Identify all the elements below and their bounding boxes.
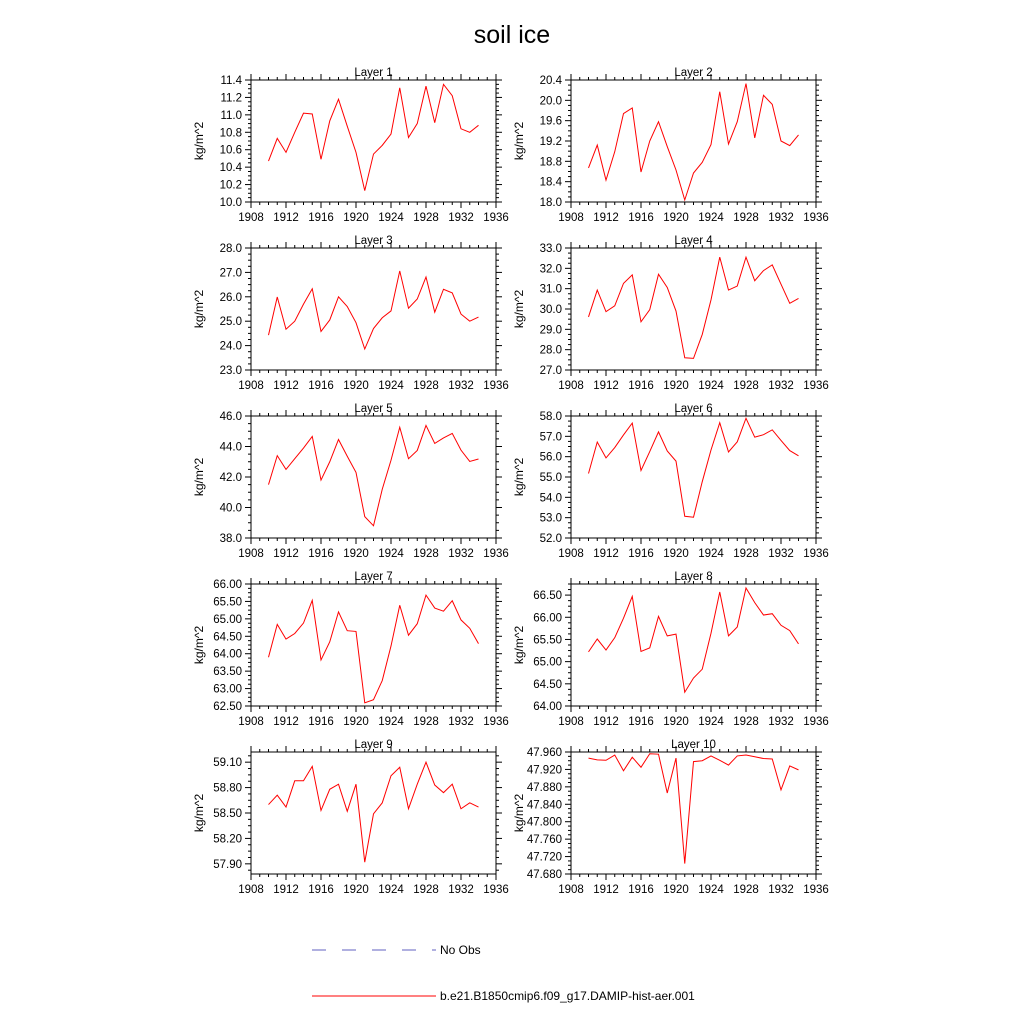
y-tick-label: 63.00 (213, 683, 242, 696)
y-axis-label: kg/m^2 (192, 625, 206, 665)
x-tick-label: 1932 (448, 716, 474, 728)
y-tick-label: 40.0 (219, 502, 242, 515)
panel-layer-4 (512, 235, 829, 392)
x-tick-label: 1916 (628, 716, 654, 728)
y-tick-label: 18.8 (539, 156, 562, 169)
x-tick-label: 1912 (273, 716, 299, 728)
x-tick-label: 1920 (663, 548, 689, 560)
y-tick-label: 38.0 (219, 533, 242, 545)
x-tick-label: 1920 (663, 716, 689, 728)
x-tick-label: 1920 (343, 548, 369, 560)
y-tick-label: 32.0 (539, 263, 562, 276)
x-tick-label: 1912 (593, 380, 619, 392)
panel-title: Layer 2 (674, 67, 713, 79)
x-tick-label: 1916 (628, 548, 654, 560)
x-tick-label: 1924 (698, 548, 724, 560)
plot-frame (571, 80, 816, 202)
panel-title: Layer 1 (354, 67, 393, 79)
x-tick-label: 1936 (483, 212, 509, 224)
x-tick-label: 1912 (273, 884, 299, 896)
panel-title: Layer 3 (354, 235, 393, 247)
y-tick-label: 10.6 (219, 144, 242, 157)
x-tick-label: 1916 (628, 380, 654, 392)
y-tick-label: 63.50 (213, 666, 242, 679)
x-tick-label: 1912 (593, 548, 619, 560)
x-tick-label: 1928 (413, 212, 439, 224)
series-line (269, 271, 479, 349)
panel-title: Layer 4 (674, 235, 713, 247)
y-tick-label: 47.960 (526, 747, 562, 759)
y-axis-label: kg/m^2 (192, 289, 206, 329)
y-axis-label: kg/m^2 (512, 625, 526, 665)
y-tick-label: 47.760 (526, 834, 562, 847)
x-tick-label: 1936 (803, 716, 829, 728)
legend-label-model: b.e21.B1850cmip6.f09_g17.DAMIP-hist-aer.001 (440, 989, 695, 1003)
series-line (589, 754, 799, 864)
y-tick-label: 20.4 (539, 75, 562, 87)
x-tick-label: 1912 (273, 548, 299, 560)
x-tick-label: 1920 (343, 212, 369, 224)
y-tick-label: 19.6 (539, 115, 562, 128)
y-tick-label: 65.00 (533, 656, 562, 669)
x-tick-label: 1920 (663, 884, 689, 896)
plot-frame (251, 752, 496, 874)
x-tick-label: 1916 (308, 548, 334, 560)
y-tick-label: 47.920 (526, 764, 562, 777)
panel-title: Layer 9 (354, 739, 393, 751)
y-axis-label: kg/m^2 (192, 793, 206, 833)
x-tick-label: 1912 (593, 716, 619, 728)
y-tick-label: 47.880 (526, 781, 562, 794)
x-tick-label: 1908 (558, 380, 584, 392)
x-tick-label: 1928 (413, 716, 439, 728)
y-tick-label: 65.00 (213, 613, 242, 626)
y-axis-label: kg/m^2 (512, 289, 526, 329)
x-tick-label: 1924 (698, 884, 724, 896)
y-tick-label: 44.0 (219, 441, 242, 454)
panel-layer-3 (192, 235, 509, 392)
y-tick-label: 27.0 (539, 365, 562, 377)
x-tick-label: 1932 (768, 884, 794, 896)
y-tick-label: 23.0 (219, 365, 242, 377)
y-tick-label: 19.2 (539, 136, 562, 148)
series-line (269, 595, 479, 703)
x-tick-label: 1928 (733, 212, 759, 224)
y-tick-label: 11.0 (220, 109, 242, 122)
x-tick-label: 1908 (558, 884, 584, 896)
x-tick-label: 1912 (593, 212, 619, 224)
y-axis-label: kg/m^2 (512, 793, 526, 833)
y-tick-label: 64.00 (213, 648, 242, 661)
x-tick-label: 1936 (803, 884, 829, 896)
x-tick-label: 1936 (483, 716, 509, 728)
x-tick-label: 1936 (803, 548, 829, 560)
y-tick-label: 57.90 (213, 858, 242, 871)
panel-layer-9 (192, 739, 509, 896)
y-tick-label: 20.0 (539, 95, 562, 108)
x-tick-label: 1912 (273, 212, 299, 224)
y-axis-label: kg/m^2 (512, 121, 526, 161)
x-tick-label: 1932 (448, 380, 474, 392)
x-tick-label: 1936 (803, 212, 829, 224)
panel-layer-5 (192, 403, 509, 560)
panel-layer-8 (512, 571, 829, 728)
y-tick-label: 30.0 (539, 304, 562, 316)
y-tick-label: 58.50 (213, 808, 242, 820)
x-tick-label: 1916 (308, 884, 334, 896)
x-tick-label: 1924 (698, 212, 724, 224)
x-tick-label: 1908 (238, 716, 264, 728)
y-tick-label: 66.00 (533, 612, 562, 625)
x-tick-label: 1916 (628, 884, 654, 896)
legend-label-no-obs: No Obs (440, 943, 481, 957)
y-tick-label: 54.0 (539, 492, 562, 505)
y-axis-label: kg/m^2 (192, 457, 206, 497)
y-tick-label: 10.4 (219, 162, 242, 175)
x-tick-label: 1932 (448, 548, 474, 560)
y-tick-label: 53.0 (539, 512, 562, 525)
y-tick-label: 18.0 (539, 197, 562, 209)
x-tick-label: 1920 (663, 380, 689, 392)
y-tick-label: 64.00 (533, 701, 562, 713)
y-tick-label: 64.50 (533, 678, 562, 691)
y-tick-label: 25.0 (219, 316, 242, 329)
x-tick-label: 1936 (483, 380, 509, 392)
y-tick-label: 47.680 (526, 869, 562, 881)
series-line (269, 425, 479, 525)
legend (312, 943, 695, 1003)
series-line (589, 257, 799, 358)
x-tick-label: 1924 (378, 884, 404, 896)
series-line (269, 84, 479, 190)
panel-layer-7 (192, 571, 509, 728)
y-tick-label: 28.0 (539, 344, 562, 357)
x-tick-label: 1916 (308, 716, 334, 728)
panel-title: Layer 10 (671, 739, 716, 751)
y-tick-label: 66.50 (533, 590, 562, 603)
y-tick-label: 58.80 (213, 782, 242, 795)
panel-title: Layer 6 (674, 403, 713, 415)
panel-layer-1 (192, 67, 509, 224)
plot-frame (571, 416, 816, 538)
y-tick-label: 10.0 (219, 197, 242, 209)
x-tick-label: 1920 (343, 884, 369, 896)
plot-frame (571, 248, 816, 370)
panel-layer-2 (512, 67, 829, 224)
x-tick-label: 1908 (558, 548, 584, 560)
y-tick-label: 27.0 (219, 267, 242, 280)
panel-title: Layer 7 (354, 571, 393, 583)
y-tick-label: 66.00 (213, 579, 242, 591)
y-tick-label: 33.0 (539, 243, 562, 255)
y-tick-label: 57.0 (539, 431, 562, 444)
plot-frame (251, 416, 496, 538)
x-tick-label: 1936 (803, 380, 829, 392)
y-tick-label: 42.0 (219, 472, 242, 484)
y-tick-label: 26.0 (219, 291, 242, 304)
series-line (269, 762, 479, 862)
y-tick-label: 62.50 (213, 701, 242, 713)
x-tick-label: 1924 (698, 716, 724, 728)
series-line (589, 588, 799, 692)
y-axis-label: kg/m^2 (192, 121, 206, 161)
y-tick-label: 46.0 (219, 411, 242, 423)
y-tick-label: 29.0 (539, 324, 562, 337)
x-tick-label: 1908 (238, 884, 264, 896)
x-tick-label: 1908 (238, 380, 264, 392)
x-tick-label: 1928 (733, 548, 759, 560)
panel-layer-10 (512, 739, 829, 896)
x-tick-label: 1932 (768, 716, 794, 728)
x-tick-label: 1932 (448, 884, 474, 896)
y-tick-label: 55.0 (539, 472, 562, 484)
plot-frame (571, 752, 816, 874)
x-tick-label: 1924 (378, 380, 404, 392)
y-tick-label: 64.50 (213, 631, 242, 644)
x-tick-label: 1924 (698, 380, 724, 392)
y-axis-label: kg/m^2 (512, 457, 526, 497)
x-tick-label: 1920 (343, 716, 369, 728)
y-tick-label: 31.0 (539, 283, 562, 296)
x-tick-label: 1936 (483, 884, 509, 896)
series-line (589, 418, 799, 517)
y-tick-label: 65.50 (533, 634, 562, 647)
chart-title: soil ice (473, 21, 551, 49)
y-tick-label: 24.0 (219, 340, 242, 353)
x-tick-label: 1912 (273, 380, 299, 392)
x-tick-label: 1924 (378, 212, 404, 224)
y-tick-label: 28.0 (219, 243, 242, 255)
plot-frame (251, 584, 496, 706)
panels (192, 67, 829, 896)
y-tick-label: 56.0 (539, 451, 562, 464)
y-tick-label: 65.50 (213, 596, 242, 609)
y-tick-label: 47.800 (526, 816, 562, 829)
x-tick-label: 1928 (413, 380, 439, 392)
y-tick-label: 58.20 (213, 833, 242, 846)
x-tick-label: 1920 (663, 212, 689, 224)
x-tick-label: 1908 (238, 548, 264, 560)
x-tick-label: 1924 (378, 548, 404, 560)
y-tick-label: 11.2 (220, 92, 242, 105)
y-tick-label: 11.4 (220, 75, 242, 87)
x-tick-label: 1932 (768, 380, 794, 392)
y-tick-label: 10.2 (219, 179, 242, 192)
y-tick-label: 47.720 (526, 851, 562, 864)
x-tick-label: 1936 (483, 548, 509, 560)
x-tick-label: 1912 (593, 884, 619, 896)
x-tick-label: 1928 (733, 884, 759, 896)
x-tick-label: 1928 (413, 884, 439, 896)
x-tick-label: 1908 (238, 212, 264, 224)
x-tick-label: 1916 (308, 380, 334, 392)
panel-title: Layer 5 (354, 403, 393, 415)
y-tick-label: 47.840 (526, 799, 562, 812)
plot-frame (571, 584, 816, 706)
x-tick-label: 1928 (413, 548, 439, 560)
x-tick-label: 1924 (378, 716, 404, 728)
plot-frame (251, 80, 496, 202)
y-tick-label: 58.0 (539, 411, 562, 423)
x-tick-label: 1908 (558, 212, 584, 224)
panel-title: Layer 8 (674, 571, 713, 583)
series-line (589, 84, 799, 200)
y-tick-label: 59.10 (213, 757, 242, 770)
x-tick-label: 1916 (628, 212, 654, 224)
x-tick-label: 1908 (558, 716, 584, 728)
x-tick-label: 1932 (768, 548, 794, 560)
x-tick-label: 1928 (733, 716, 759, 728)
y-tick-label: 18.4 (539, 176, 562, 189)
x-tick-label: 1916 (308, 212, 334, 224)
x-tick-label: 1932 (768, 212, 794, 224)
y-tick-label: 10.8 (219, 127, 242, 140)
panel-layer-6 (512, 403, 829, 560)
x-tick-label: 1928 (733, 380, 759, 392)
x-tick-label: 1932 (448, 212, 474, 224)
x-tick-label: 1920 (343, 380, 369, 392)
y-tick-label: 52.0 (539, 533, 562, 545)
